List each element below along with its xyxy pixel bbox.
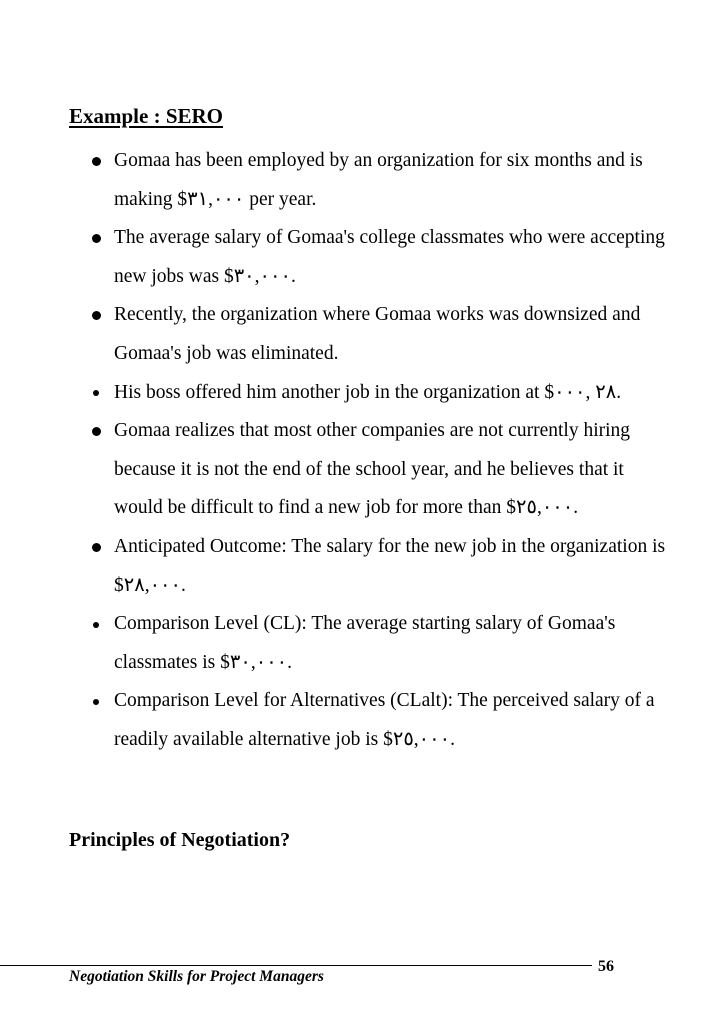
- list-item-text: Comparison Level (CL): The average starting salary of Gomaa's classmates is $٣٠,٠٠٠.: [114, 613, 616, 673]
- list-item-text: Gomaa realizes that most other companies are not currently hiring because it is not the end of the school year, and he believes that it would be difficult to find a new job for more than $٢٥,٠٠٠.: [114, 420, 631, 519]
- bullet-icon: [93, 699, 99, 705]
- principles-heading: Principles of Negotiation?: [69, 829, 291, 851]
- bullet-icon: [92, 543, 101, 552]
- bullet-icon: [92, 157, 101, 166]
- bullet-icon: [92, 427, 101, 436]
- list-item-text: Anticipated Outcome: The salary for the new job in the organization is $٢٨,٠٠٠.: [114, 535, 666, 596]
- footer-divider: [0, 965, 592, 966]
- section-heading: Example : SERO: [69, 104, 224, 128]
- page-number: 56: [598, 958, 614, 975]
- bullet-icon: [93, 622, 99, 628]
- list-item: [114, 219, 674, 296]
- list-item: [114, 412, 674, 528]
- list-item-text: His boss offered him another job in the organization at $٢٨ ,٠٠٠.: [114, 381, 622, 403]
- bullet-icon: [93, 390, 99, 396]
- footer-title: Negotiation Skills for Project Managers: [69, 968, 324, 985]
- list-item: [114, 682, 674, 759]
- list-item: [114, 374, 674, 413]
- list-item-text: Comparison Level for Alternatives (CLalt): The perceived salary of a readily available alternative job is $٢٥,٠٠٠.: [114, 690, 655, 750]
- list-item: [114, 142, 674, 219]
- bullet-icon: [92, 311, 101, 320]
- list-item-text: The average salary of Gomaa's college classmates who were accepting new jobs was $٣٠,٠٠٠.: [114, 227, 665, 287]
- list-item-text: Recently, the organization where Gomaa works was downsized and Gomaa's job was eliminated.: [114, 304, 641, 364]
- list-item: [114, 528, 674, 605]
- bullet-list: [114, 142, 674, 760]
- list-item: [114, 296, 674, 373]
- list-item-text: Gomaa has been employed by an organization for six months and is making $٣١,٠٠٠ per year.: [114, 150, 643, 210]
- bullet-icon: [92, 234, 101, 243]
- list-item: [114, 605, 674, 682]
